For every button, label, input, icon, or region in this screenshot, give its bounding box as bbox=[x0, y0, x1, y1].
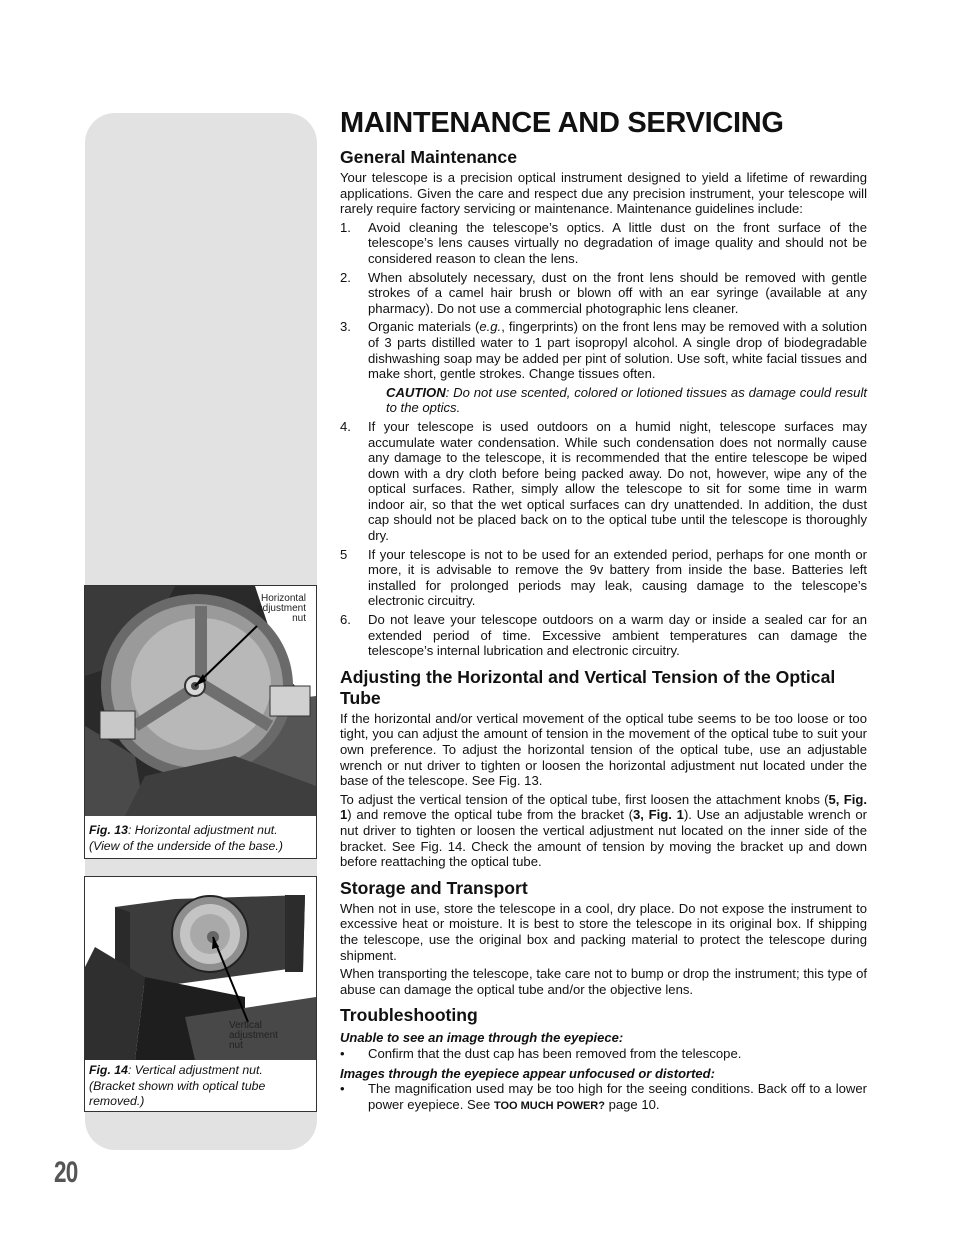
page-title: MAINTENANCE AND SERVICING bbox=[340, 107, 784, 139]
storage-heading: Storage and Transport bbox=[340, 877, 528, 898]
fig13-caption bbox=[89, 823, 311, 854]
tension-paragraph-1: If the horizontal and/or vertical movement of the optical tube seems to be too loose or too tight, you can adjust the amount of tension in the movement of the optical tube to suit your own preference. To adjust the horizontal tension of the optical tube, use an adjustable wrench or nut driver to tighten or loosen the horizontal adjustment nut located under the base of the telescope. See Fig. 13. bbox=[340, 710, 867, 789]
trouble-answer-1: • Confirm that the dust cap has been removed from the telescope. bbox=[340, 1045, 742, 1061]
fig14-caption bbox=[89, 1063, 289, 1110]
trouble-answer-2: • The magnification used may be too high for the seeing conditions. Back off to a lower power eyepiece. See TOO MUCH POWER? page 10. bbox=[340, 1081, 867, 1112]
list-item: 4. If your telescope is used outdoors on a humid night, telescope surfaces may accumulate water condensation. While such condensation does not normally cause any damage to the telescope, it is recommended that the entire telescope be wiped down with a dry cloth before being packed away. Do not, however, wipe any of the optical surfaces. Rather, simply allow the telescope to sit for some time in warm indoor air, so that the wet optical surfaces can dry unattended. In addition, the dust cap should not be placed back on to the optical tube until the telescope is thoroughly dry. bbox=[340, 418, 867, 544]
fig14-caption-text: : Vertical adjustment nut. (Bracket shown with optical tube removed.) bbox=[89, 1063, 266, 1108]
caution-note: CAUTION: Do not use scented, colored or lotioned tissues as damage could result to the optics. bbox=[386, 384, 867, 416]
list-item: 6. Do not leave your telescope outdoors on a warm day or inside a sealed car for an extended period of time. Excessive ambient temperatures can damage the telescope’s internal lubrication and electronic circuitry. bbox=[340, 612, 867, 659]
list-item: 1. Avoid cleaning the telescope’s optics. A little dust on the front surface of the telescope’s lens causes virtually no degradation of image quality and should not be considered reason to clean the lens. bbox=[340, 219, 867, 266]
tension-heading: Adjusting the Horizontal and Vertical Tension of the Optical Tube bbox=[340, 666, 836, 708]
storage-paragraph-1: When not in use, store the telescope in a cool, dry place. Do not expose the instrument to excessive heat or moisture. It is best to store the telescope in its original box. If shipping the telescope, use the original box and packing material to protect the telescope during shipment. bbox=[340, 900, 867, 963]
fig13-label: Fig. 13 bbox=[89, 823, 128, 837]
maintenance-list bbox=[340, 220, 867, 659]
trouble-question-1: Unable to see an image through the eyepiece: bbox=[340, 1030, 624, 1046]
list-item: 2. When absolutely necessary, dust on the front lens should be removed with gentle strokes of a camel hair brush or blown off with an ear syringe (available at any pharmacy). Do not use a commercial photographic lens cleaner. bbox=[340, 269, 867, 316]
page-number: 20 bbox=[54, 1156, 78, 1189]
fig14-callout: Vertical adjustment nut bbox=[229, 1020, 278, 1051]
caution-label: CAUTION bbox=[386, 384, 446, 400]
trouble-question-2: Images through the eyepiece appear unfocused or distorted: bbox=[340, 1065, 715, 1081]
general-maintenance-heading: General Maintenance bbox=[340, 147, 517, 167]
main-content bbox=[340, 106, 867, 1117]
figure-13 bbox=[84, 585, 317, 859]
storage-paragraph-2: When transporting the telescope, take care not to bump or drop the instrument; this type of abuse can damage the optical tube and/or the objective lens. bbox=[340, 966, 867, 997]
too-much-power-reference: TOO MUCH POWER? bbox=[493, 1099, 605, 1112]
general-intro: Your telescope is a precision optical instrument designed to yield a lifetime of rewarding applications. Given the care and respect due any precision instrument, your telescope will rarely require factory servicing or maintenance. Maintenance guidelines include: bbox=[340, 170, 867, 217]
troubleshooting-heading: Troubleshooting bbox=[340, 1005, 478, 1026]
tension-paragraph-2: To adjust the vertical tension of the optical tube, first loosen the attachment knobs (5, Fig. 1) and remove the optical tube from the bracket (3, Fig. 1). Use an adjustable wrench or nut driver to tighten or loosen the vertical adjustment nut located on the inner side of the bracket. See Fig. 14. Check the amount of tension by moving the bracket up and down before reattaching the optical tube. bbox=[340, 791, 867, 870]
figure-14 bbox=[84, 876, 317, 1112]
list-item: 5 If your telescope is not to be used for an extended period, perhaps for one month or more, it is advisable to remove the 9v battery from inside the base. Batteries left installed for prolonged periods may leak, causing damage to the telescope’s electronic circuitry. bbox=[340, 546, 867, 609]
fig13-caption-text: : Horizontal adjustment nut. (View of the underside of the base.) bbox=[89, 823, 283, 853]
fig13-callout: Horizontal adjustment nut bbox=[257, 593, 306, 624]
fig14-label: Fig. 14 bbox=[89, 1063, 128, 1077]
list-item: 3. Organic materials (e.g., fingerprints) on the front lens may be removed with a solution of 3 parts distilled water to 1 part isopropyl alcohol. A single drop of biodegradable dishwashing soap may be added per pint of solution. Use soft, white facial tissues and make short, gentle strokes. Change tissues often. bbox=[340, 319, 867, 382]
